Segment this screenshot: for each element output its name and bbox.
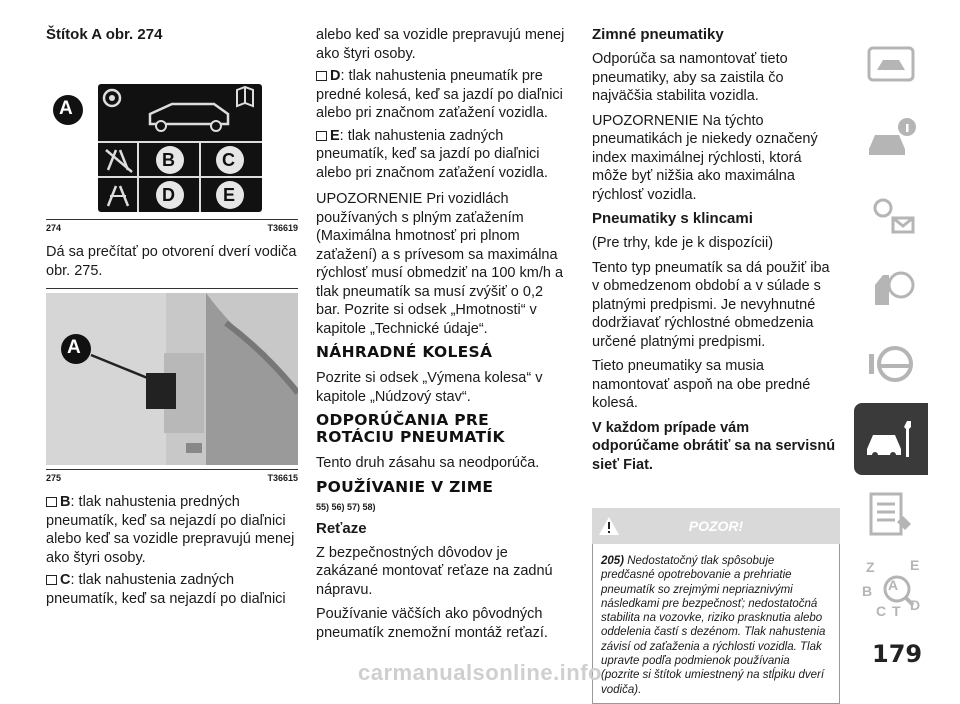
- list-item-b: [46, 493, 298, 567]
- continued-text: alebo keď sa vozidle prepravujú menej ako štyri osoby.: [316, 27, 565, 62]
- column-1: [46, 26, 298, 612]
- figure-number: 274: [46, 223, 62, 233]
- warning-title: POZOR!: [688, 518, 744, 534]
- bullet-text: : tlak nahustenia zadných pneumatík, keď sa nejazdí po diaľnici: [46, 572, 286, 607]
- tab-car-info[interactable]: [854, 103, 928, 175]
- paragraph: Tieto pneumatiky sa musia namontovať aspoň na obe predné kolesá.: [592, 358, 811, 411]
- tab-lights-warnings[interactable]: [854, 178, 928, 250]
- lights-warning-icon: [863, 186, 919, 242]
- warning-header: [592, 508, 840, 544]
- callout-a: A: [59, 98, 73, 119]
- heading-winter-tires: Zimné pneumatiky: [592, 26, 724, 43]
- tab-dashboard[interactable]: [854, 28, 928, 100]
- footer-watermark: carmanualsonline.info: [358, 660, 602, 685]
- paragraph: Pozrite si odsek „Výmena kolesa“ v kapitole „Núdzový stav“.: [316, 370, 543, 405]
- paragraph: Tento druh zásahu sa neodporúča.: [316, 455, 540, 471]
- car-service-icon: [863, 411, 919, 467]
- bullet-text: : tlak nahustenia pneumatík pre predné kolesá, keď sa jazdí po diaľnici alebo pri značnom zaťažení vozidla.: [316, 68, 563, 121]
- list-item-d: [316, 67, 566, 123]
- heading-studded-tires: Pneumatiky s klincami: [592, 210, 753, 227]
- warning-references: 55) 56) 57) 58): [316, 501, 376, 512]
- tab-index[interactable]: [854, 478, 928, 550]
- index-list-icon: [863, 486, 919, 542]
- label-c: C: [222, 150, 235, 170]
- index-letter: B: [862, 583, 873, 599]
- page-number: 179: [872, 640, 923, 668]
- checkbox-bullet-icon: [316, 131, 327, 141]
- note-paragraph: UPOZORNENIE Pri vozidlách používaných s plným zaťažením (Maximálna hmotnosť pri plnom zaťažení) a s prívesom sa maximálna rýchlosť musí obmedziť na 100 km/h a tlak pneumatík sa musí zvýšiť o 0,2 bar. Pozrite si odsek „Hmotnosti“ v kapitole „Technické údaje“.: [316, 191, 564, 337]
- index-letter: Z: [866, 559, 875, 575]
- warning-number: 205): [601, 555, 625, 567]
- checkbox-bullet-icon: [316, 71, 327, 81]
- paragraph: Dá sa prečítať po otvorení dverí vodiča obr. 275.: [46, 244, 297, 279]
- airbag-seat-icon: [863, 261, 919, 317]
- warning-triangle-icon: [598, 516, 620, 536]
- section-title-label-a: Štítok A obr. 274: [46, 26, 163, 43]
- checkbox-bullet-icon: [46, 575, 57, 585]
- paragraph: Odporúča sa namontovať tieto pneumatiky, aby sa zaistila čo najväčšia stabilita vozidla.: [592, 51, 788, 104]
- figure-274: [46, 50, 298, 215]
- label-d: D: [162, 185, 175, 205]
- callout-a: A: [67, 337, 81, 358]
- bullet-letter: C: [60, 572, 71, 588]
- paragraph: Z bezpečnostných dôvodov je zakázané montovať reťaze na zadnú nápravu.: [316, 544, 553, 598]
- heading-spare-wheels: NÁHRADNÉ KOLESÁ: [316, 343, 493, 361]
- door-pillar-illustration: [46, 293, 298, 465]
- heading-chains: Reťaze: [316, 519, 367, 537]
- tab-service-active[interactable]: [854, 403, 928, 475]
- index-letter: E: [910, 557, 920, 573]
- paragraph: Používanie väčších ako pôvodných pneumatík znemožní montáž reťazí.: [316, 606, 548, 641]
- heading-winter-use: POUŽÍVANIE V ZIME: [316, 477, 494, 496]
- paragraph: Tento typ pneumatík sa dá použiť iba v obmedzenom období a v súlade s platnými predpismi. Je nevyhnutné dodržiavať rýchlostné obmedzenia určené platnými predpismi.: [592, 259, 830, 350]
- column-3: [592, 26, 840, 704]
- figure-code: T36615: [267, 473, 298, 483]
- divider: [46, 288, 298, 289]
- list-item-c: [46, 571, 298, 608]
- bullet-letter: E: [330, 127, 340, 144]
- dashboard-car-icon: [863, 36, 919, 92]
- tab-alphabetical-index[interactable]: [854, 553, 928, 625]
- paragraph: UPOZORNENIE Na týchto pneumatikách je niekedy označený index maximálnej rýchlosti, ktorá môže byť nižšia ako maximálna rýchlosť vozidla.: [592, 112, 818, 203]
- tab-safety[interactable]: [854, 253, 928, 325]
- figure-number: 275: [46, 473, 62, 483]
- bullet-text: : tlak nahustenia predných pneumatík, keď sa nejazdí po diaľnici alebo keď sa vozidle prepravujú menej ako štyri osoby.: [46, 494, 295, 566]
- index-letter: C: [876, 603, 887, 619]
- tab-driving[interactable]: [854, 328, 928, 400]
- index-letter: D: [910, 597, 921, 613]
- bullet-letter: D: [330, 68, 341, 84]
- figure-caption-275: [46, 469, 298, 483]
- warning-text: Nedostatočný tlak spôsobuje predčasné opotrebovanie a prehriatie pneumatík so zrejmými nepriaznivými následkami pre bezpečnosť; nedostatočná stabilita na vozovke, riziko prasknutia alebo oddelenia častí s dezénom. Tlak nahustenia závisí od zaťaženia a rýchlosti vozidla. Tlak upravte podľa podmienok používania (pozrite si štítok umiestnený na stĺpiku dverí vodiča).: [601, 555, 826, 696]
- index-letter: A: [888, 577, 899, 593]
- list-item-e: [316, 127, 566, 183]
- heading-tire-rotation: ODPORÚČANIA PRE ROTÁCIU PNEUMATÍK: [316, 411, 505, 446]
- bold-paragraph: V každom prípade vám odporúčame obrátiť sa na servisnú sieť Fiat.: [592, 419, 836, 473]
- paragraph: (Pre trhy, kde je k dispozícii): [592, 235, 774, 251]
- bullet-text: : tlak nahustenia zadných pneumatík, keď sa jazdí po diaľnici alebo pri značnom zaťažení vozidla.: [316, 127, 548, 181]
- chapter-sidebar: [854, 28, 928, 628]
- figure-code: T36619: [267, 223, 298, 233]
- figure-275: [46, 293, 298, 465]
- label-e: E: [223, 185, 236, 205]
- index-letter: T: [892, 603, 901, 619]
- steering-wheel-icon: [863, 336, 919, 392]
- checkbox-bullet-icon: [46, 497, 57, 507]
- bullet-letter: B: [60, 494, 71, 510]
- figure-caption-274: [46, 219, 298, 233]
- label-b: B: [162, 150, 175, 170]
- column-2: [316, 26, 566, 648]
- car-info-icon: [863, 111, 919, 167]
